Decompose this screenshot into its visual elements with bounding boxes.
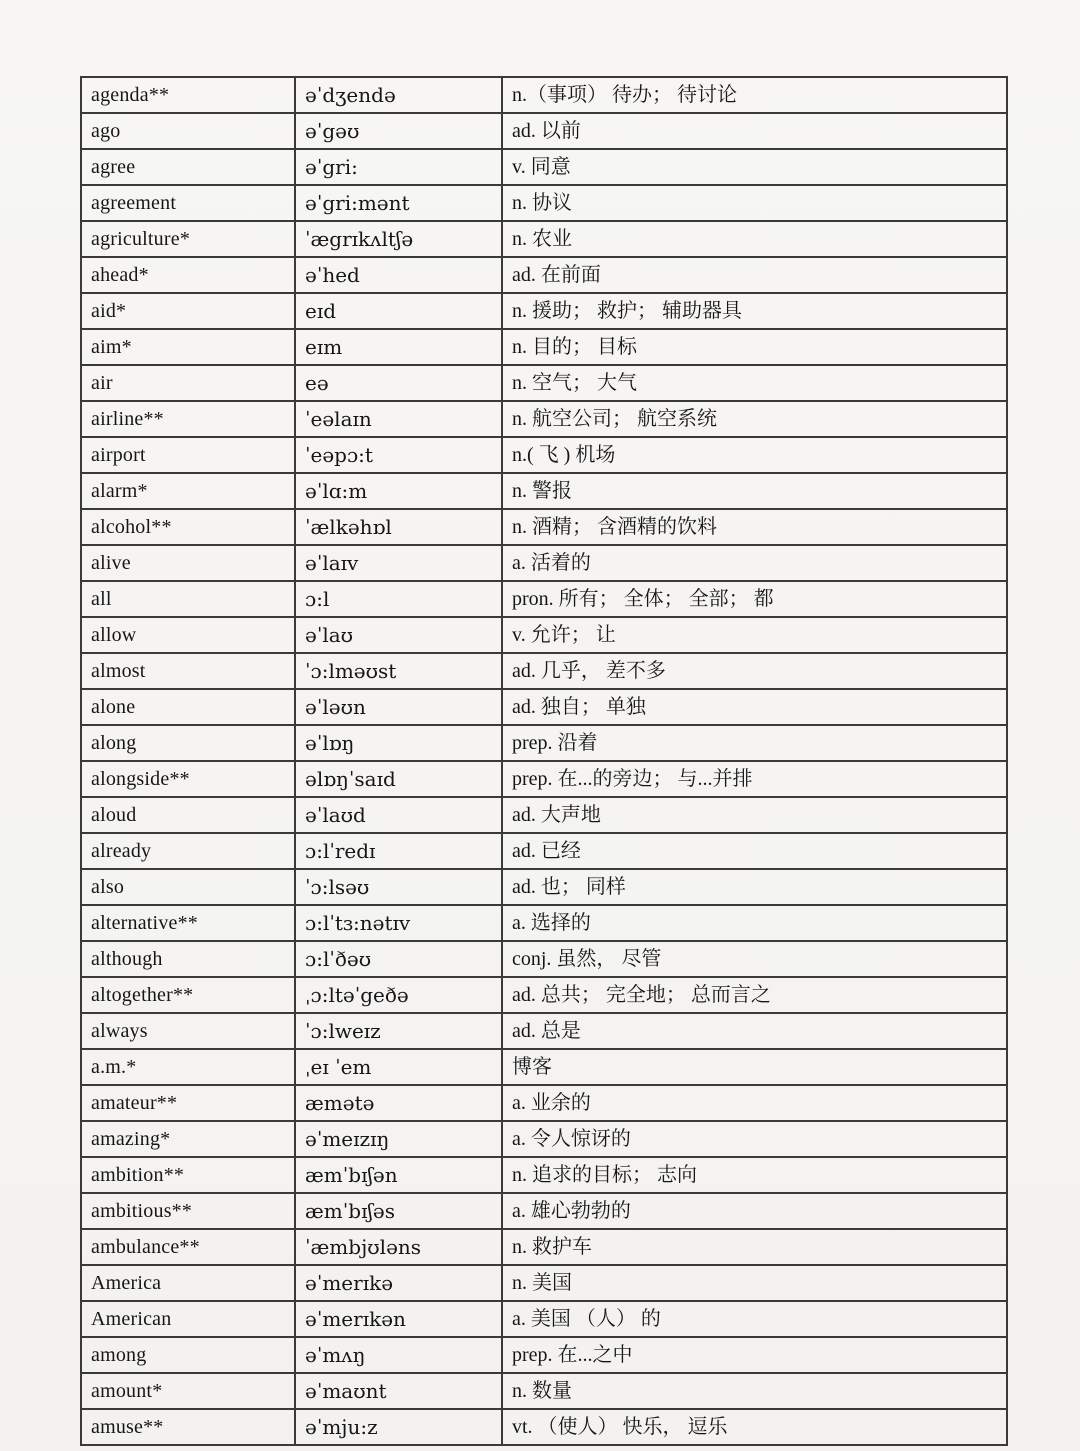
table-row: [81, 1193, 1007, 1229]
word-cell: along: [81, 725, 295, 761]
word-cell: amazing*: [81, 1121, 295, 1157]
table-row: [81, 1301, 1007, 1337]
word-cell: altogether**: [81, 977, 295, 1013]
definition-cell: n. 救护车: [502, 1229, 1007, 1265]
definition-cell: n.（事项） 待办； 待讨论: [502, 77, 1007, 113]
definition-cell: vt. （使人） 快乐， 逗乐: [502, 1409, 1007, 1445]
definition-cell: n. 空气； 大气: [502, 365, 1007, 401]
definition-cell: a. 雄心勃勃的: [502, 1193, 1007, 1229]
table-row: [81, 581, 1007, 617]
word-cell: aim*: [81, 329, 295, 365]
definition-cell: n. 目的； 目标: [502, 329, 1007, 365]
word-cell: alive: [81, 545, 295, 581]
ipa-cell: əˈlɒŋ: [295, 725, 502, 761]
ipa-cell: ˌɔ:ltəˈgeðə: [295, 977, 502, 1013]
ipa-cell: ˈɔ:lweɪz: [295, 1013, 502, 1049]
word-cell: airport: [81, 437, 295, 473]
ipa-cell: əˈdʒendə: [295, 77, 502, 113]
word-cell: airline**: [81, 401, 295, 437]
word-cell: alone: [81, 689, 295, 725]
definition-cell: ad. 已经: [502, 833, 1007, 869]
ipa-cell: ˈæmbjʊləns: [295, 1229, 502, 1265]
table-row: [81, 941, 1007, 977]
table-row: [81, 1085, 1007, 1121]
definition-cell: a. 令人惊讶的: [502, 1121, 1007, 1157]
ipa-cell: ˈægrɪkʌltʃə: [295, 221, 502, 257]
ipa-cell: æmˈbɪʃəs: [295, 1193, 502, 1229]
ipa-cell: əˈmju:z: [295, 1409, 502, 1445]
ipa-cell: əˈmerɪkə: [295, 1265, 502, 1301]
table-row: [81, 1229, 1007, 1265]
definition-cell: ad. 在前面: [502, 257, 1007, 293]
definition-cell: n. 数量: [502, 1373, 1007, 1409]
ipa-cell: ˈeəlaɪn: [295, 401, 502, 437]
table-row: [81, 149, 1007, 185]
table-row: [81, 761, 1007, 797]
definition-cell: v. 允许； 让: [502, 617, 1007, 653]
ipa-cell: ɔ:lˈðəʊ: [295, 941, 502, 977]
definition-cell: n. 美国: [502, 1265, 1007, 1301]
word-cell: ambulance**: [81, 1229, 295, 1265]
table-row: [81, 1337, 1007, 1373]
ipa-cell: əˈmerɪkən: [295, 1301, 502, 1337]
definition-cell: prep. 在...之中: [502, 1337, 1007, 1373]
word-cell: ago: [81, 113, 295, 149]
word-cell: already: [81, 833, 295, 869]
table-row: [81, 473, 1007, 509]
word-cell: alcohol**: [81, 509, 295, 545]
table-row: [81, 1409, 1007, 1445]
word-cell: ambition**: [81, 1157, 295, 1193]
table-row: [81, 221, 1007, 257]
word-cell: all: [81, 581, 295, 617]
ipa-cell: əˈmaʊnt: [295, 1373, 502, 1409]
word-cell: amateur**: [81, 1085, 295, 1121]
word-cell: a.m.*: [81, 1049, 295, 1085]
ipa-cell: əˈmeɪzɪŋ: [295, 1121, 502, 1157]
ipa-cell: əˈgəʊ: [295, 113, 502, 149]
definition-cell: ad. 几乎， 差不多: [502, 653, 1007, 689]
table-row: [81, 401, 1007, 437]
ipa-cell: ɔ:l: [295, 581, 502, 617]
word-cell: America: [81, 1265, 295, 1301]
word-cell: aid*: [81, 293, 295, 329]
definition-cell: n. 航空公司； 航空系统: [502, 401, 1007, 437]
ipa-cell: əˈlaʊ: [295, 617, 502, 653]
table-row: [81, 833, 1007, 869]
ipa-cell: əˈlaɪv: [295, 545, 502, 581]
definition-cell: conj. 虽然， 尽管: [502, 941, 1007, 977]
ipa-cell: ɔ:lˈtɜ:nətɪv: [295, 905, 502, 941]
definition-cell: n. 酒精； 含酒精的饮料: [502, 509, 1007, 545]
definition-cell: 博客: [502, 1049, 1007, 1085]
definition-cell: v. 同意: [502, 149, 1007, 185]
table-row: [81, 977, 1007, 1013]
word-cell: although: [81, 941, 295, 977]
definition-cell: pron. 所有； 全体； 全部； 都: [502, 581, 1007, 617]
table-row: [81, 617, 1007, 653]
table-row: [81, 869, 1007, 905]
word-cell: agenda**: [81, 77, 295, 113]
table-row: [81, 509, 1007, 545]
word-cell: agree: [81, 149, 295, 185]
table-row: [81, 725, 1007, 761]
word-cell: amuse**: [81, 1409, 295, 1445]
definition-cell: a. 选择的: [502, 905, 1007, 941]
word-cell: amount*: [81, 1373, 295, 1409]
word-cell: alongside**: [81, 761, 295, 797]
ipa-cell: əlɒŋˈsaɪd: [295, 761, 502, 797]
vocabulary-table: [80, 76, 1008, 1446]
table-row: [81, 1373, 1007, 1409]
table-row: [81, 797, 1007, 833]
definition-cell: prep. 在...的旁边； 与...并排: [502, 761, 1007, 797]
definition-cell: n. 协议: [502, 185, 1007, 221]
definition-cell: n.( 飞 ) 机场: [502, 437, 1007, 473]
ipa-cell: əˈgri:mənt: [295, 185, 502, 221]
definition-cell: ad. 也； 同样: [502, 869, 1007, 905]
definition-cell: n. 追求的目标； 志向: [502, 1157, 1007, 1193]
ipa-cell: ˈælkəhɒl: [295, 509, 502, 545]
word-cell: also: [81, 869, 295, 905]
ipa-cell: ˈeəpɔ:t: [295, 437, 502, 473]
table-row: [81, 689, 1007, 725]
ipa-cell: eɪm: [295, 329, 502, 365]
definition-cell: ad. 总共； 完全地； 总而言之: [502, 977, 1007, 1013]
word-cell: agreement: [81, 185, 295, 221]
word-cell: American: [81, 1301, 295, 1337]
ipa-cell: əˈlaʊd: [295, 797, 502, 833]
ipa-cell: æmətə: [295, 1085, 502, 1121]
table-row: [81, 905, 1007, 941]
ipa-cell: əˈhed: [295, 257, 502, 293]
table-row: [81, 1157, 1007, 1193]
table-row: [81, 545, 1007, 581]
table-row: [81, 185, 1007, 221]
ipa-cell: ɔ:lˈredɪ: [295, 833, 502, 869]
ipa-cell: eə: [295, 365, 502, 401]
table-row: [81, 77, 1007, 113]
definition-cell: n. 援助； 救护； 辅助器具: [502, 293, 1007, 329]
table-row: [81, 329, 1007, 365]
word-cell: air: [81, 365, 295, 401]
ipa-cell: əˈmʌŋ: [295, 1337, 502, 1373]
definition-cell: a. 活着的: [502, 545, 1007, 581]
definition-cell: ad. 独自； 单独: [502, 689, 1007, 725]
definition-cell: ad. 总是: [502, 1013, 1007, 1049]
word-cell: always: [81, 1013, 295, 1049]
definition-cell: a. 美国 （人） 的: [502, 1301, 1007, 1337]
table-row: [81, 365, 1007, 401]
table-row: [81, 1265, 1007, 1301]
word-cell: agriculture*: [81, 221, 295, 257]
word-cell: ambitious**: [81, 1193, 295, 1229]
ipa-cell: ˈɔ:lməʊst: [295, 653, 502, 689]
ipa-cell: əˈlɑ:m: [295, 473, 502, 509]
ipa-cell: æmˈbɪʃən: [295, 1157, 502, 1193]
word-cell: alarm*: [81, 473, 295, 509]
word-cell: among: [81, 1337, 295, 1373]
vocabulary-table-body: [81, 77, 1007, 1445]
ipa-cell: eɪd: [295, 293, 502, 329]
table-row: [81, 257, 1007, 293]
table-row: [81, 113, 1007, 149]
definition-cell: prep. 沿着: [502, 725, 1007, 761]
ipa-cell: ˌeɪ ˈem: [295, 1049, 502, 1085]
table-row: [81, 1013, 1007, 1049]
definition-cell: n. 农业: [502, 221, 1007, 257]
table-row: [81, 437, 1007, 473]
table-row: [81, 1049, 1007, 1085]
table-row: [81, 1121, 1007, 1157]
ipa-cell: əˈgri:: [295, 149, 502, 185]
definition-cell: n. 警报: [502, 473, 1007, 509]
word-cell: almost: [81, 653, 295, 689]
word-cell: alternative**: [81, 905, 295, 941]
table-row: [81, 653, 1007, 689]
ipa-cell: əˈləʊn: [295, 689, 502, 725]
definition-cell: a. 业余的: [502, 1085, 1007, 1121]
ipa-cell: ˈɔ:lsəʊ: [295, 869, 502, 905]
definition-cell: ad. 大声地: [502, 797, 1007, 833]
word-cell: allow: [81, 617, 295, 653]
word-cell: ahead*: [81, 257, 295, 293]
word-cell: aloud: [81, 797, 295, 833]
table-row: [81, 293, 1007, 329]
definition-cell: ad. 以前: [502, 113, 1007, 149]
